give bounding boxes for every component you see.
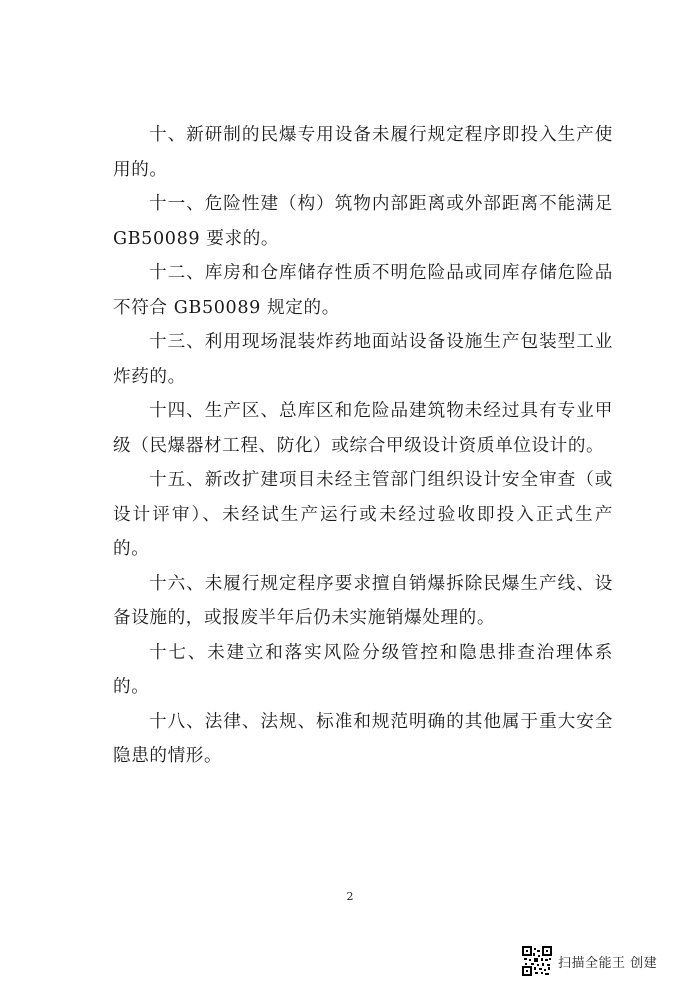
paragraph-12: 十二、库房和仓库储存性质不明危险品或同库存储危险品不符合 GB50089 规定的。 [113,263,613,318]
paragraph-11: 十一、危险性建（构）筑物内部距离或外部距离不能满足GB50089 要求的。 [113,194,613,249]
paragraph-16: 十六、未履行规定程序要求擅自销爆拆除民爆生产线、设备设施的，或报废半年后仍未实施销爆处理的。 [113,573,613,628]
paragraph-18: 十八、法律、法规、标准和规范明确的其他属于重大安全隐患的情形。 [113,711,613,766]
page-number: 2 [346,890,354,903]
paragraph-10: 十、新研制的民爆专用设备未履行规定程序即投入生产使用的。 [113,125,613,180]
watermark-text: 扫描全能王 创建 [558,955,658,971]
paragraph-15: 十五、新改扩建项目未经主管部门组织设计安全审查（或设计评审）、未经试生产运行或未经过验收即投入正式生产的。 [113,470,613,559]
scanner-watermark [522,946,657,976]
paragraph-14: 十四、生产区、总库区和危险品建筑物未经过具有专业甲级（民爆器材工程、防化）或综合甲级设计资质单位设计的。 [113,401,613,456]
document-body [113,118,613,774]
paragraph-13: 十三、利用现场混装炸药地面站设备设施生产包装型工业炸药的。 [113,332,613,387]
qr-code-icon [522,946,552,976]
paragraph-17: 十七、未建立和落实风险分级管控和隐患排查治理体系的。 [113,642,613,697]
